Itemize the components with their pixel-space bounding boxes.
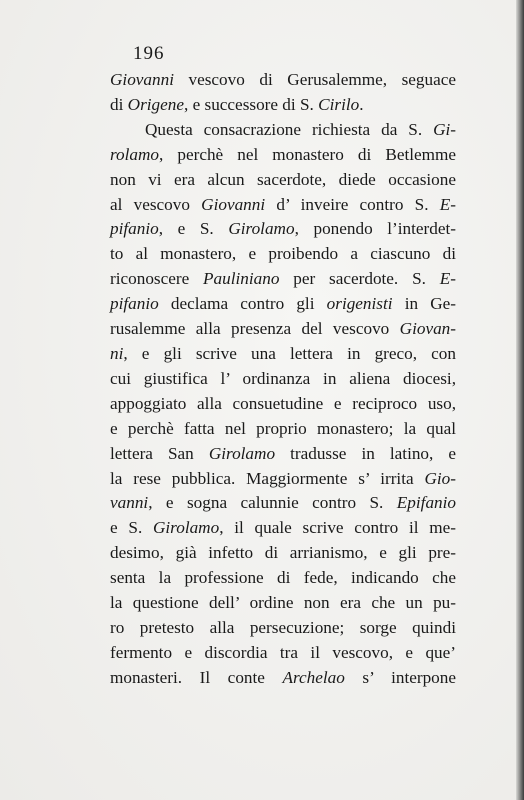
text-span: non vi era alcun sacerdote, diede occasione	[110, 169, 456, 189]
italic-text: Girolamo	[228, 219, 295, 239]
italic-text: Girolamo	[152, 518, 220, 538]
italic-text: pifanio	[110, 294, 159, 314]
text-span: lettera San	[110, 443, 209, 463]
text-span: la questione dell’ ordine non era che un pu-	[110, 593, 456, 613]
text-line	[110, 193, 456, 218]
text-span: la rese pubblica. Maggiormente s’ irrita	[110, 468, 425, 488]
text-line	[110, 541, 456, 566]
text-span: rusalemme alla presenza del vescovo	[110, 319, 400, 339]
text-span: di	[110, 94, 128, 114]
text-span: , e S.	[158, 219, 229, 239]
text-span: cui giustifica l’ ordinanza in aliena diocesi,	[110, 368, 456, 388]
text-span: , il quale scrive contro il me-	[219, 518, 456, 538]
text-line	[110, 342, 456, 367]
text-line	[110, 292, 456, 317]
italic-text: Giovanni	[110, 70, 174, 89]
text-span: ro pretesto alla persecuzione; sorge quindi	[110, 617, 456, 637]
text-span: appoggiato alla consuetudine e reciproco uso,	[110, 393, 456, 413]
italic-text: Gio-	[424, 468, 456, 488]
text-line	[110, 68, 456, 93]
text-line	[110, 467, 456, 492]
text-span: d’ inveire contro S.	[265, 194, 440, 214]
text-line	[110, 317, 456, 342]
italic-text: Origene	[127, 94, 184, 114]
page-edge-shadow	[516, 0, 524, 800]
body-text	[110, 68, 456, 691]
text-line	[110, 392, 456, 417]
text-span: , ponendo l’interdet-	[294, 219, 456, 239]
italic-text: vanni	[110, 493, 149, 513]
text-line	[110, 367, 456, 392]
italic-text: Gi-	[433, 119, 456, 139]
italic-text: ni	[110, 343, 124, 363]
text-span: riconoscere	[110, 269, 204, 289]
text-span: .	[359, 94, 364, 114]
text-span: declama contro gli	[158, 294, 327, 314]
text-line	[110, 666, 456, 691]
text-line	[110, 491, 456, 516]
text-span: fermento e discordia tra il vescovo, e que’	[110, 642, 456, 662]
text-line	[110, 442, 456, 467]
text-span: al vescovo	[110, 194, 202, 214]
text-line	[110, 217, 456, 242]
text-line	[110, 118, 456, 143]
text-span: e S.	[110, 518, 153, 538]
italic-text: Girolamo	[208, 443, 276, 463]
italic-text: pifanio	[110, 219, 159, 239]
text-line	[110, 566, 456, 591]
text-line	[110, 93, 456, 118]
page-number: 196	[133, 43, 165, 64]
text-span: Questa consacrazione richiesta da S.	[145, 119, 434, 139]
text-line	[110, 516, 456, 541]
text-span: tradusse in latino, e	[275, 443, 457, 463]
italic-text: Giovanni	[201, 194, 266, 214]
text-span: , e successore di S.	[184, 94, 319, 114]
italic-text: rolamo	[110, 144, 160, 164]
text-line	[110, 417, 456, 442]
text-span: monasteri. Il conte	[110, 667, 283, 687]
italic-text: Archelao	[282, 667, 345, 687]
italic-text: Cirilo	[318, 94, 360, 114]
italic-text: Giovan-	[399, 319, 456, 339]
text-span: s’ interpone	[344, 667, 456, 687]
text-line	[110, 616, 456, 641]
italic-text: origenisti	[326, 294, 393, 314]
text-block	[110, 40, 456, 691]
text-line	[110, 267, 456, 292]
text-span: desimo, già infetto di arrianismo, e gli pre-	[110, 543, 456, 563]
text-span: to al monastero, e proibendo a ciascuno di	[110, 244, 456, 264]
text-line	[110, 168, 456, 193]
italic-text: E-	[439, 194, 456, 214]
text-span: senta la professione di fede, indicando che	[110, 568, 456, 588]
text-span: e perchè fatta nel proprio monastero; la qual	[110, 418, 456, 438]
text-span: in Ge-	[392, 294, 456, 314]
italic-text: E-	[439, 269, 456, 289]
italic-text: Epifanio	[396, 493, 456, 513]
text-line	[110, 591, 456, 616]
text-span: vescovo di Gerusalemme, seguace	[173, 70, 456, 89]
text-span: , e sogna calunnie contro S.	[148, 493, 397, 513]
text-line	[110, 143, 456, 168]
text-line	[110, 641, 456, 666]
italic-text: Pauliniano	[203, 269, 280, 289]
text-span: per sacerdote. S.	[279, 269, 440, 289]
text-span: , e gli scrive una lettera in greco, con	[123, 343, 456, 363]
text-span: , perchè nel monastero di Betlemme	[159, 144, 456, 164]
text-line	[110, 242, 456, 267]
